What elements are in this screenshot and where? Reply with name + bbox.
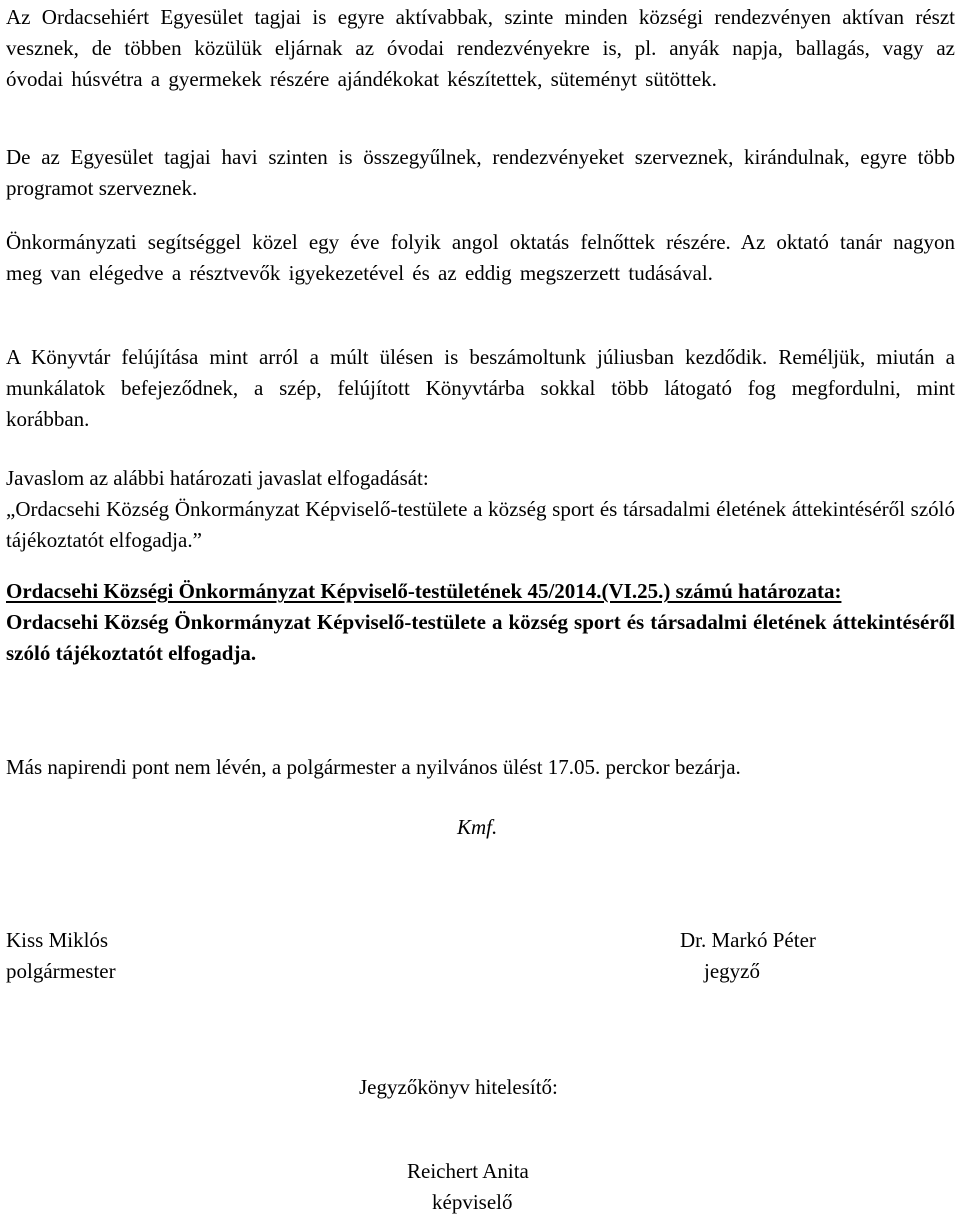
authenticator-label: Jegyzőkönyv hitelesítő: <box>359 1075 558 1099</box>
signature-authenticator <box>407 1156 529 1218</box>
signature-mayor <box>6 925 116 987</box>
signature-name: Reichert Anita <box>407 1159 529 1183</box>
resolution-heading: Ordacsehi Községi Önkormányzat Képviselő-testületének 45/2014.(VI.25.) számú határozata: <box>6 579 842 603</box>
signature-name: Dr. Markó Péter <box>680 928 816 952</box>
document-page <box>6 0 955 1214</box>
signature-title: képviselő <box>432 1190 513 1214</box>
proposal-quote: „Ordacsehi Község Önkormányzat Képviselő-testülete a község sport és társadalmi életének áttekintéséről szóló tájékoztatót elfogadja.” <box>6 497 955 552</box>
signature-title: jegyző <box>704 959 760 983</box>
resolution-body: Ordacsehi Község Önkormányzat Képviselő-testülete a község sport és társadalmi életének áttekintéséről szóló tájékoztatót elfogadja. <box>6 610 955 665</box>
proposal-block <box>6 463 955 556</box>
paragraph-library-renovation: A Könyvtár felújítása mint arról a múlt ülésen is beszámoltunk júliusban kezdődik. Reméljük, miután a munkálatok befejeződnek, a szép, felújított Könyvtárba sokkal több látogató fog megfordulni, mint korábban. <box>6 345 955 431</box>
proposal-intro: Javaslom az alábbi határozati javaslat elfogadását: <box>6 466 429 490</box>
paragraph-association: Az Ordacsehiért Egyesület tagjai is egyre aktívabbak, szinte minden községi rendezvényen aktívan részt vesznek, de többen közülük eljárnak az óvodai rendezvényekre is, pl. anyák napja, ballagás, vagy az óvodai húsvétra a gyermekek részére ajándékokat készítettek, süteményt sütöttek. <box>6 5 955 91</box>
signature-notary <box>680 925 816 987</box>
signature-name: Kiss Miklós <box>6 928 109 952</box>
paragraph-english-course: Önkormányzati segítséggel közel egy éve folyik angol oktatás felnőttek részére. Az oktató tanár nagyon meg van elégedve a résztvevők igyekezetével és az eddig megszerzett tudásával. <box>6 230 955 285</box>
resolution-block <box>6 576 955 669</box>
signature-title: polgármester <box>6 959 116 983</box>
closing-statement: Más napirendi pont nem lévén, a polgármester a nyilvános ülést 17.05. perckor bezárja. <box>6 755 741 779</box>
paragraph-association-meetings: De az Egyesület tagjai havi szinten is összegyűlnek, rendezvényeket szerveznek, kirándulnak, egyre több programot szerveznek. <box>6 145 955 200</box>
kmf-mark: Kmf. <box>457 815 498 839</box>
